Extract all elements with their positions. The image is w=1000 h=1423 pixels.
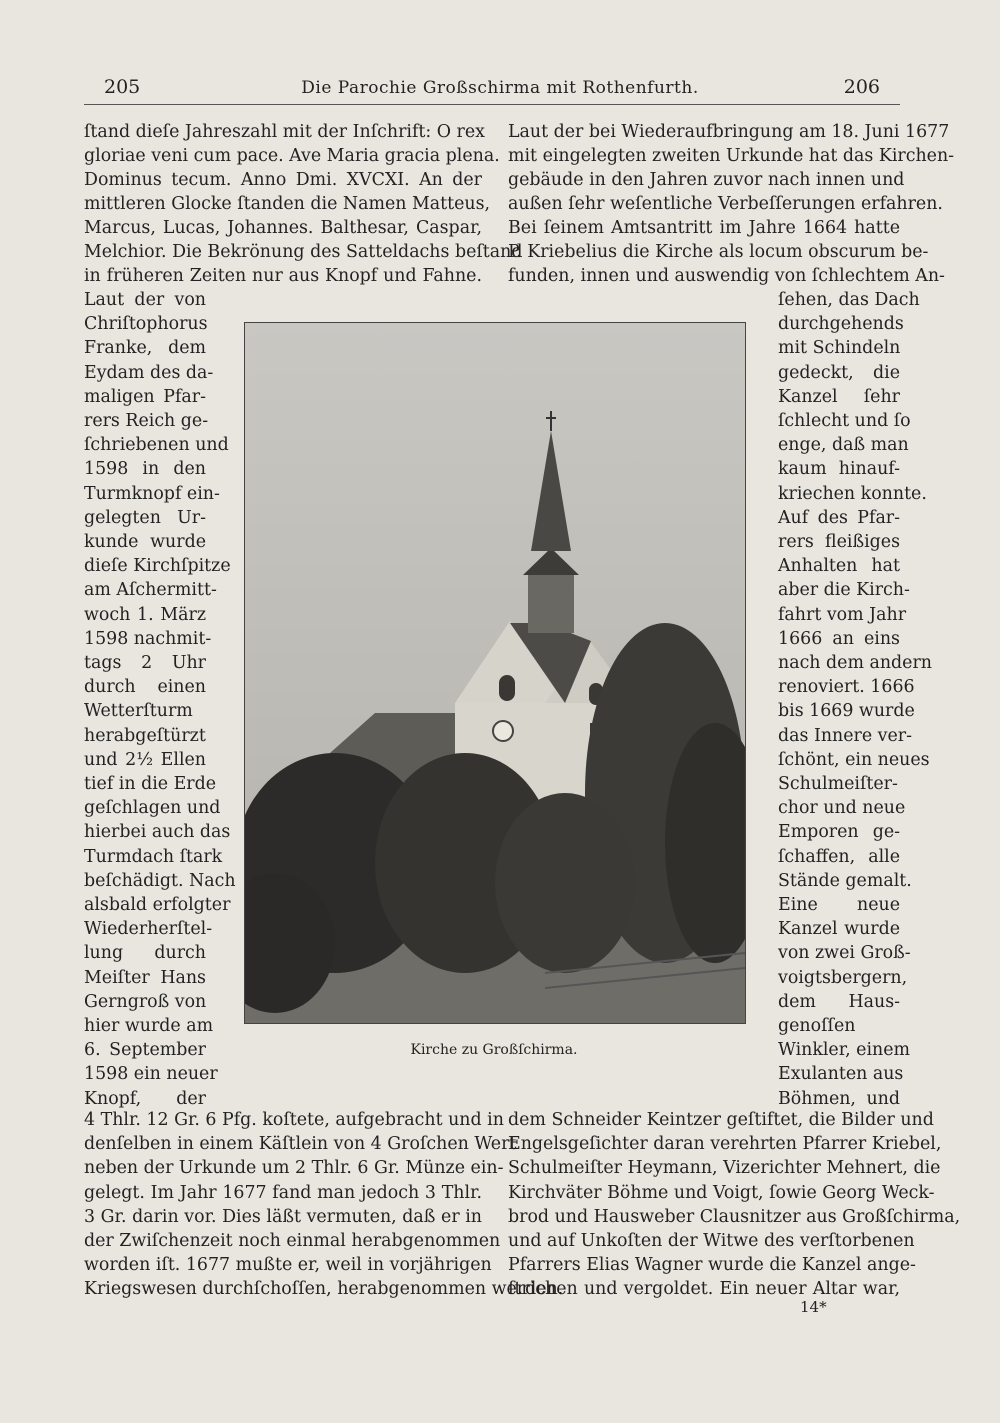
text-line: Knopf, der [84, 1088, 206, 1109]
text-line: außen ſehr weſentliche Verbeſſerungen erfahren. [508, 194, 943, 214]
text-line: neben der Urkunde um 2 Thlr. 6 Gr. Münze ein- [84, 1158, 504, 1179]
text-line: dem Haus- [778, 991, 900, 1012]
text-line: Turmdach ſtark [84, 846, 223, 867]
text-line: Wiederherſtel- [84, 919, 213, 940]
text-line: dieſe Kirchſpitze [84, 556, 231, 577]
text-line: Laut der bei Wiederaufbringung am 18. Juni 1677 [508, 122, 950, 142]
text-line: Franke, dem [84, 338, 206, 359]
text-line: gedeckt, die [778, 362, 900, 383]
text-line: dem Schneider Keintzer geſtiftet, die Bilder und [508, 1110, 934, 1130]
text-line: aber die Kirch- [778, 580, 910, 601]
text-line: Eine neue [778, 895, 900, 915]
header-rule [84, 104, 900, 105]
text-line: enge, daß man [778, 435, 909, 456]
text-line: renoviert. 1666 [778, 677, 915, 698]
text-line: chor und neue [778, 798, 906, 819]
text-line: Pfarrers Elias Wagner wurde die Kanzel ange- [508, 1255, 916, 1276]
text-line: durch einen [84, 677, 206, 698]
text-line: ſchriebenen und [84, 435, 229, 456]
text-line: ſtand dieſe Jahreszahl mit der Inſchrift: O rex [84, 122, 485, 142]
text-line: brod und Hausweber Clausnitzer aus Großſchirma, [508, 1206, 961, 1227]
text-line: und 2½ Ellen [84, 749, 206, 770]
text-line: 4 Thlr. 12 Gr. 6 Pfg. koſtete, aufgebracht und in [84, 1110, 504, 1130]
text-line: Kirchväter Böhme und Voigt, ſowie Georg Weck- [508, 1182, 935, 1203]
text-line: Emporen ge- [778, 822, 900, 843]
text-line: beſchädigt. Nach [84, 870, 236, 891]
text-line: Melchior. Die Bekrönung des Satteldachs beſtand [84, 242, 523, 262]
text-line: Gerngroß von [84, 991, 207, 1012]
text-line: mit Schindeln [778, 338, 901, 359]
text-line: gelegt. Im Jahr 1677 fand man jedoch 3 Thlr. [84, 1182, 482, 1203]
text-line: kriechen konnte. [778, 483, 927, 504]
text-line: gebäude in den Jahren zuvor nach innen und [508, 170, 905, 190]
text-line: am Aſchermitt- [84, 580, 217, 601]
text-line: durchgehends [778, 314, 904, 335]
text-line: Exulanten aus [778, 1064, 904, 1085]
text-line: worden iſt. 1677 mußte er, weil in vorjährigen [84, 1255, 492, 1276]
text-line: ſtrichen und vergoldet. Ein neuer Altar war, [508, 1279, 900, 1300]
text-line: kunde wurde [84, 532, 206, 552]
text-line: voigtsbergern, [778, 967, 908, 988]
text-line: von zwei Groß- [778, 943, 911, 964]
text-line: lung durch [84, 943, 206, 964]
text-line: alsbald erfolgter [84, 895, 231, 915]
text-line: gloriae veni cum pace. Ave Maria gracia plena. [84, 146, 500, 166]
text-line: Kriegswesen durchſchoſſen, herabgenommen werden. [84, 1279, 564, 1300]
text-line: tags 2 Uhr [84, 653, 206, 673]
text-line: Eydam des da- [84, 362, 214, 383]
text-line: Kanzel ſehr [778, 386, 900, 407]
text-line: 6. September [84, 1040, 206, 1061]
text-line: und auf Unkoſten der Witwe des verſtorbenen [508, 1231, 915, 1251]
text-line: 1598 nachmit- [84, 628, 212, 649]
text-line: 3 Gr. darin vor. Dies läßt vermuten, daß er in [84, 1206, 482, 1227]
text-line: fahrt vom Jahr [778, 604, 907, 625]
text-line: maligen Pfar- [84, 386, 206, 407]
page-number-left: 205 [104, 76, 141, 98]
text-line: 1666 an eins [778, 628, 900, 649]
text-line: hierbei auch das [84, 822, 231, 843]
text-line: mit eingelegten zweiten Urkunde hat das Kirchen- [508, 146, 955, 166]
text-line: Marcus, Lucas, Johannes. Balthesar, Caspar, [84, 218, 482, 238]
text-line: Bei ſeinem Amtsantritt im Jahre 1664 hatte [508, 218, 900, 238]
text-line: Schulmeiſter Heymann, Vizerichter Mehnert, die [508, 1158, 941, 1179]
text-line: Stände gemalt. [778, 870, 912, 891]
signature-mark: 14* [800, 1298, 827, 1316]
text-line: Engelsgeſichter daran verehrten Pfarrer Kriebel, [508, 1134, 942, 1155]
text-line: tief in die Erde [84, 774, 217, 794]
text-line: ſehen, das Dach [778, 290, 920, 310]
text-line: Böhmen, und [778, 1088, 900, 1109]
text-line: genoſſen [778, 1016, 856, 1036]
text-line: Meiſter Hans [84, 967, 206, 988]
text-line: ſchaffen, alle [778, 846, 900, 867]
text-line: hier wurde am [84, 1016, 214, 1036]
text-line: woch 1. März [84, 604, 206, 625]
text-line: Auf des Pfar- [778, 507, 900, 528]
text-line: Schulmeiſter- [778, 774, 898, 794]
text-line: herabgeſtürzt [84, 725, 206, 746]
text-line: ſchlecht und ſo [778, 411, 911, 431]
text-line: mittleren Glocke ſtanden die Namen Matteus, [84, 194, 491, 214]
text-line: bis 1669 wurde [778, 701, 915, 722]
text-line: rers fleißiges [778, 532, 900, 552]
text-line: denſelben in einem Käſtlein von 4 Groſchen Wert [84, 1134, 517, 1155]
text-line: nach dem andern [778, 653, 932, 673]
text-line: funden, innen und auswendig von ſchlechtem An- [508, 266, 945, 286]
church-illustration [245, 323, 745, 1023]
text-line: Dominus tecum. Anno Dmi. XVCXI. An der [84, 170, 482, 190]
church-photograph [244, 322, 746, 1024]
text-line: gelegten Ur- [84, 507, 206, 528]
text-line: Turmknopf ein- [84, 483, 220, 504]
text-line: Laut der von [84, 290, 206, 310]
figure-caption: Kirche zu Großſchirma. [410, 1042, 578, 1058]
text-line: P. Kriebelius die Kirche als locum obscurum be- [508, 242, 929, 262]
text-line: rers Reich ge- [84, 411, 209, 431]
page-number-right: 206 [843, 76, 880, 98]
text-line: Chriſtophorus [84, 314, 208, 335]
text-line: das Innere ver- [778, 725, 912, 746]
text-line: kaum hinauf- [778, 459, 900, 480]
text-line: in früheren Zeiten nur aus Knopf und Fahne. [84, 266, 482, 286]
text-line: geſchlagen und [84, 798, 221, 819]
text-line: Wetterſturm [84, 701, 193, 722]
running-title: Die Parochie Großschirma mit Rothenfurth. [301, 78, 699, 98]
text-line: 1598 in den [84, 459, 206, 480]
text-line: Winkler, einem [778, 1040, 911, 1061]
text-line: Anhalten hat [778, 556, 900, 577]
text-line: ſchönt, ein neues [778, 749, 930, 770]
text-line: Kanzel wurde [778, 919, 900, 940]
text-line: 1598 ein neuer [84, 1064, 218, 1085]
text-line: der Zwiſchenzeit noch einmal herabgenommen [84, 1231, 501, 1251]
